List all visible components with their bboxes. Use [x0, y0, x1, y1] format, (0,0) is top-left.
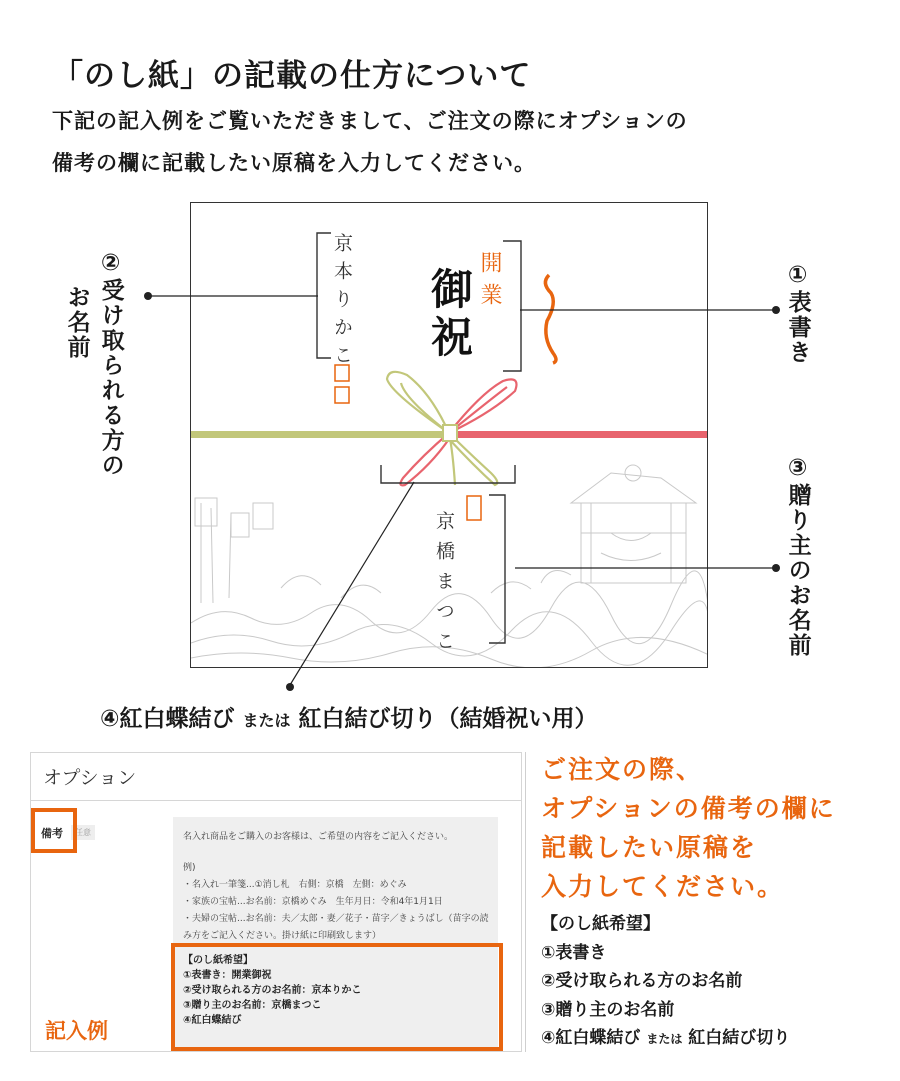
- option-title: オプション: [43, 767, 137, 789]
- headline-line: ご注文の際、: [541, 755, 704, 784]
- option-panel: [30, 752, 522, 1052]
- callout-recipient-line2: お名前: [63, 285, 90, 360]
- sender-bracket: [489, 495, 505, 643]
- tie-prefix: ④紅白蝶結び: [100, 706, 235, 732]
- example-line: ④紅白蝶結び: [183, 1015, 242, 1026]
- format-item-last: [541, 1024, 896, 1054]
- callout-omotegaki: ①表書き: [784, 262, 811, 365]
- instruction-line: 下記の記入例をご覧いただきまして、ご注文の際にオプションの: [52, 109, 688, 133]
- placeholder-line: ・家族の宝帖...お名前：京橋めぐみ 生年月日：令和4年1月1日: [183, 897, 443, 907]
- optional-badge: 任意: [71, 825, 95, 840]
- tie-suffix: 紅白結び切り（結婚祝い用）: [298, 706, 598, 732]
- format-last-or: または: [646, 1032, 683, 1046]
- format-last-prefix: ④紅白蝶結び: [541, 1028, 641, 1048]
- format-item: ①表書き: [541, 942, 607, 963]
- recipient-name: 京本りかこ: [331, 233, 353, 373]
- example-line: ③贈り主のお名前：京橋まつこ: [183, 1000, 322, 1011]
- callout-sender: ③贈り主のお名前: [784, 455, 811, 658]
- tie-or: または: [242, 711, 291, 730]
- format-list: [541, 910, 896, 1054]
- ribbon-bow: [387, 372, 517, 486]
- sender-seal: [467, 496, 481, 520]
- title-main: 御祝: [425, 267, 474, 363]
- headline-line: オプションの備考の欄に: [541, 794, 836, 823]
- placeholder-line: 例): [183, 863, 196, 873]
- placeholder-line: 名入れ商品をご購入のお客様は、ご希望の内容をご記入ください。: [183, 832, 454, 842]
- tie-caption: [100, 700, 598, 733]
- divider: [525, 752, 526, 1052]
- instruction-line: 備考の欄に記載したい原稿を入力してください。: [52, 151, 536, 175]
- example-line: ②受け取られる方のお名前：京本りかこ: [183, 985, 362, 996]
- side-headline: [541, 750, 896, 906]
- format-item: ②受け取られる方のお名前: [541, 971, 743, 991]
- placeholder-line: ・夫婦の宝帖...お名前：夫／太郎・妻／花子・苗字／きょうばし（苗字の読み方をご記入ください。掛け紙に印刷致します）: [183, 914, 489, 941]
- callout-recipient-line1: ②受け取られる方の: [97, 250, 124, 478]
- remarks-placeholder: [183, 829, 491, 945]
- headline-line: 記載したい原稿を: [541, 833, 758, 862]
- instruction-text: [52, 100, 852, 184]
- noshi-illustration: [190, 202, 708, 668]
- placeholder-line: ・名入れ一筆箋...①消し札 右側：京橋 左側：めぐみ: [183, 880, 407, 890]
- ribbon-band-right: [449, 431, 708, 438]
- format-header: 【のし紙希望】: [541, 914, 660, 934]
- format-last-suffix: 紅白結び切り: [688, 1028, 791, 1048]
- ribbon-band-left: [191, 431, 449, 438]
- example-highlight: [171, 943, 503, 1051]
- option-header: [31, 753, 521, 801]
- page-title: 「のし紙」の記載の仕方について: [52, 58, 532, 94]
- example-line: ①表書き：開業御祝: [183, 970, 272, 981]
- title-bracket: [503, 241, 521, 371]
- remarks-label: 備考: [41, 827, 63, 840]
- sender-name: 京橋まつこ: [433, 511, 455, 661]
- noshi-symbol: [545, 275, 556, 363]
- title-top: 開業: [477, 251, 502, 315]
- example-line: 【のし紙希望】: [183, 955, 253, 966]
- headline-line: 入力してください。: [541, 872, 785, 901]
- remarks-highlight: [31, 808, 77, 853]
- example-label: 記入例: [45, 1019, 108, 1043]
- format-item: ③贈り主のお名前: [541, 999, 675, 1020]
